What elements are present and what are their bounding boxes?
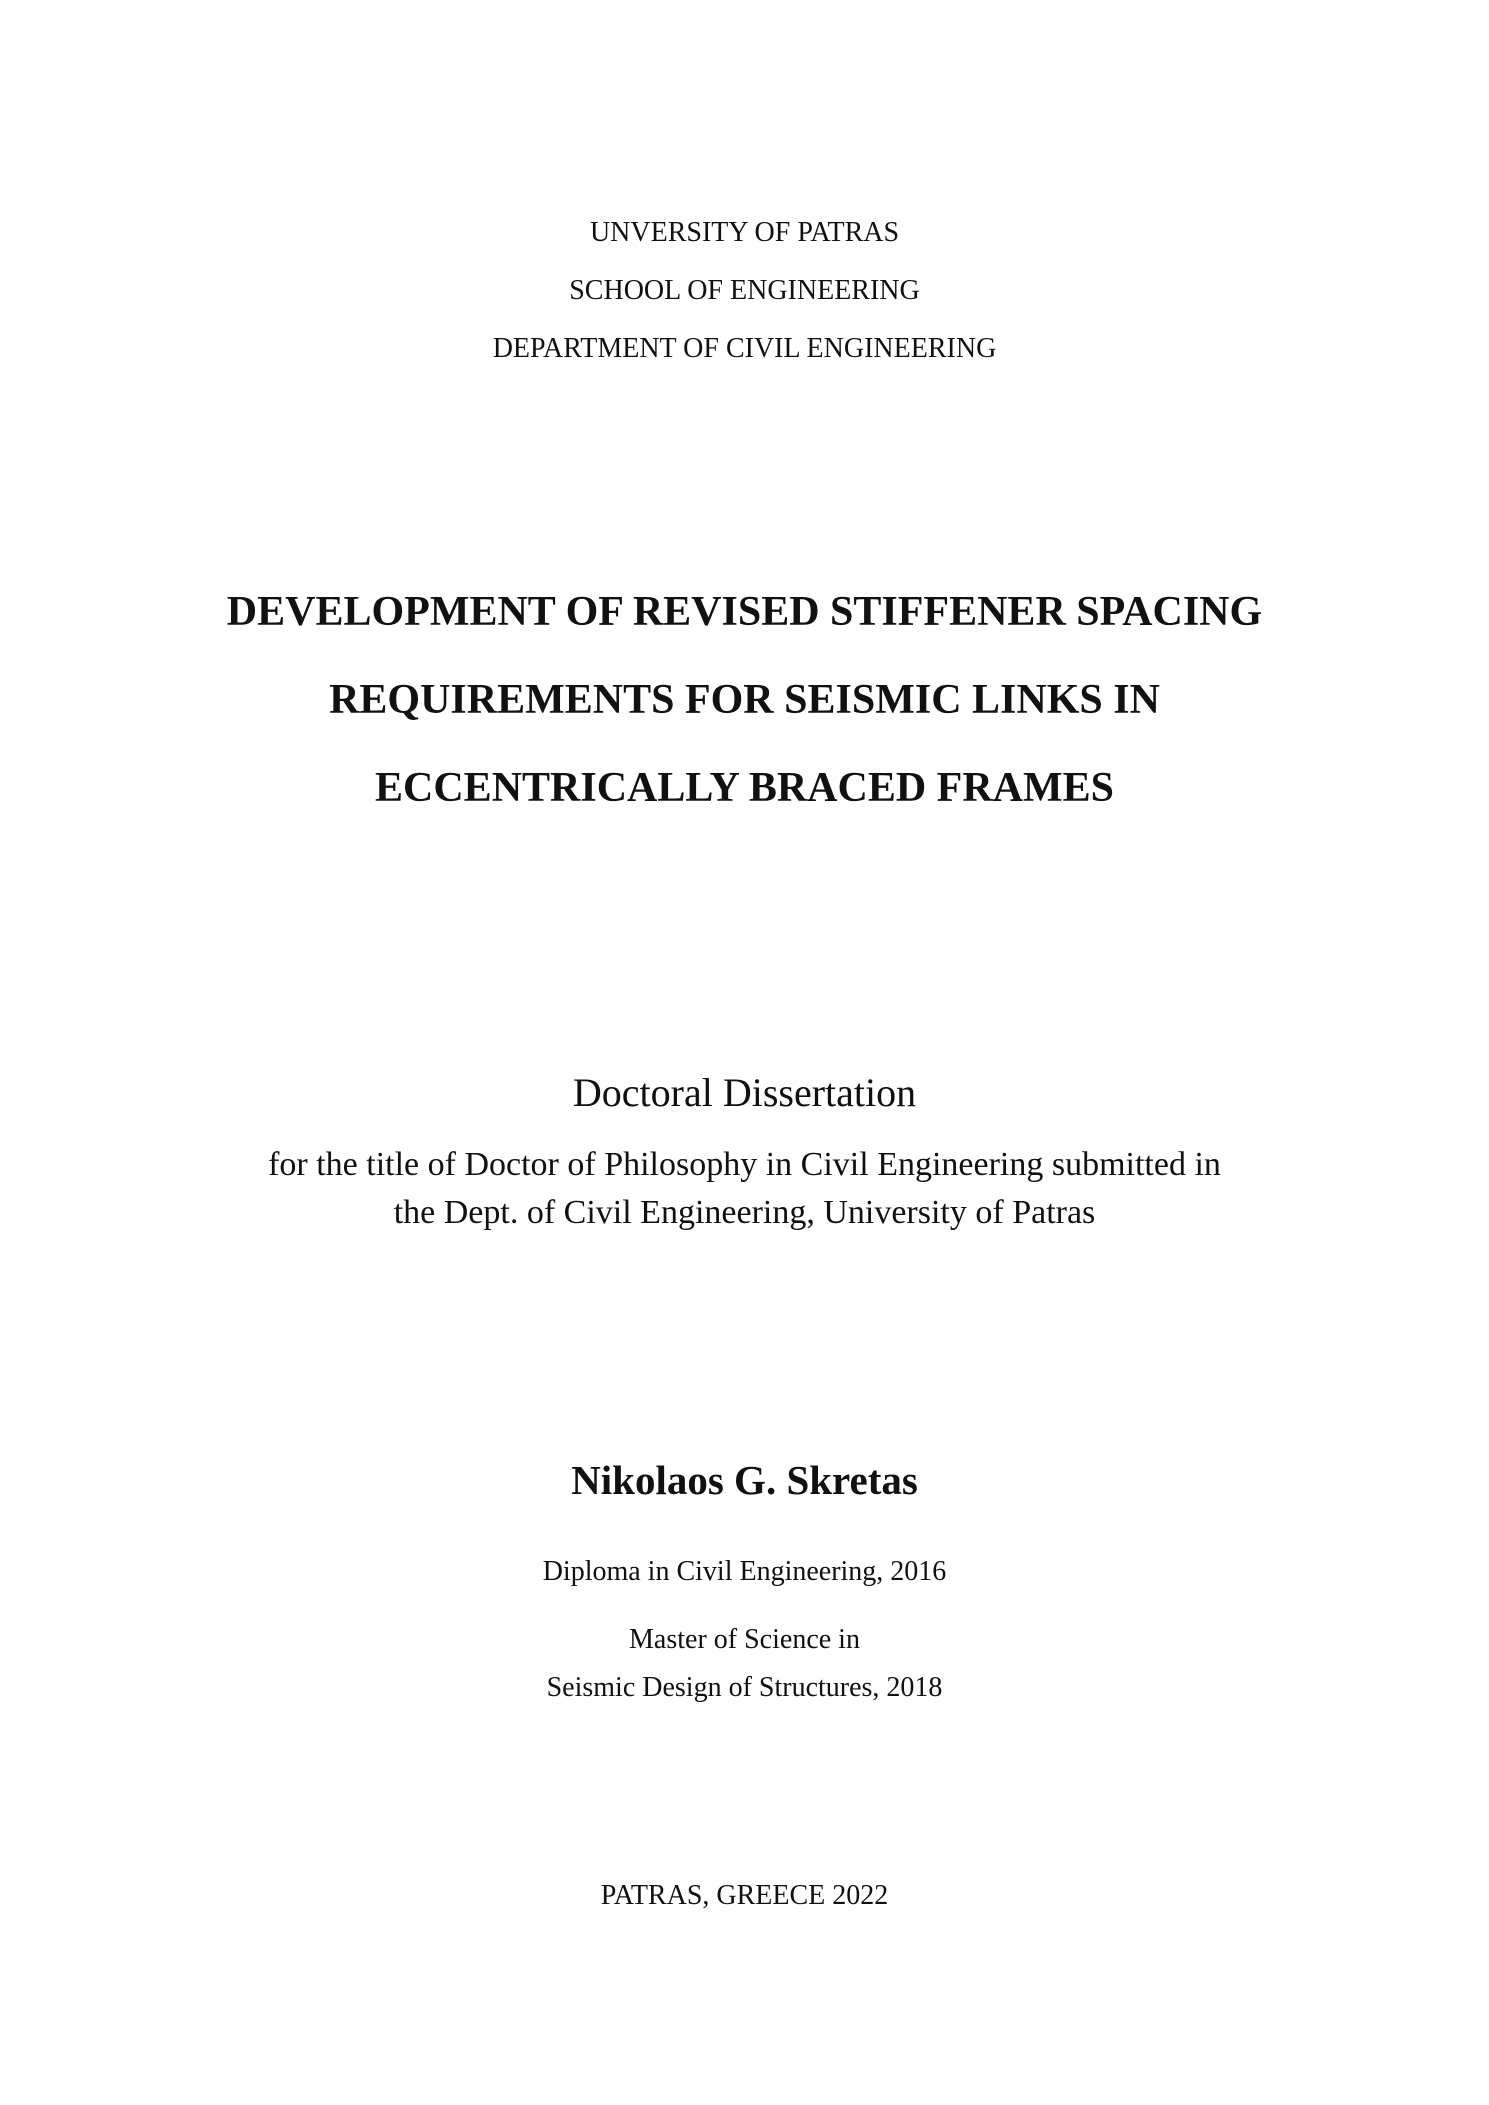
dissertation-title-line-3: ECCENTRICALLY BRACED FRAMES bbox=[375, 765, 1114, 811]
author-degree-msc-line-1: Master of Science in bbox=[629, 1624, 860, 1655]
department-name: DEPARTMENT OF CIVIL ENGINEERING bbox=[492, 333, 997, 364]
author-degree-diploma: Diploma in Civil Engineering, 2016 bbox=[542, 1556, 947, 1587]
document-type: Doctoral Dissertation bbox=[572, 1070, 917, 1115]
dissertation-title-line-1: DEVELOPMENT OF REVISED STIFFENER SPACING bbox=[226, 589, 1263, 635]
dissertation-title-line-2: REQUIREMENTS FOR SEISMIC LINKS IN bbox=[329, 677, 1160, 723]
author-degree-msc-line-2: Seismic Design of Structures, 2018 bbox=[546, 1672, 943, 1703]
place-and-year: PATRAS, GREECE 2022 bbox=[600, 1880, 889, 1911]
document-description-line-1: for the title of Doctor of Philosophy in Civil Engineering submitted in bbox=[268, 1146, 1221, 1183]
school-name: SCHOOL OF ENGINEERING bbox=[569, 275, 920, 306]
author-name: Nikolaos G. Skretas bbox=[571, 1457, 918, 1503]
university-name: UNVERSITY OF PATRAS bbox=[589, 217, 900, 248]
document-description-line-2: the Dept. of Civil Engineering, University of Patras bbox=[393, 1194, 1096, 1231]
